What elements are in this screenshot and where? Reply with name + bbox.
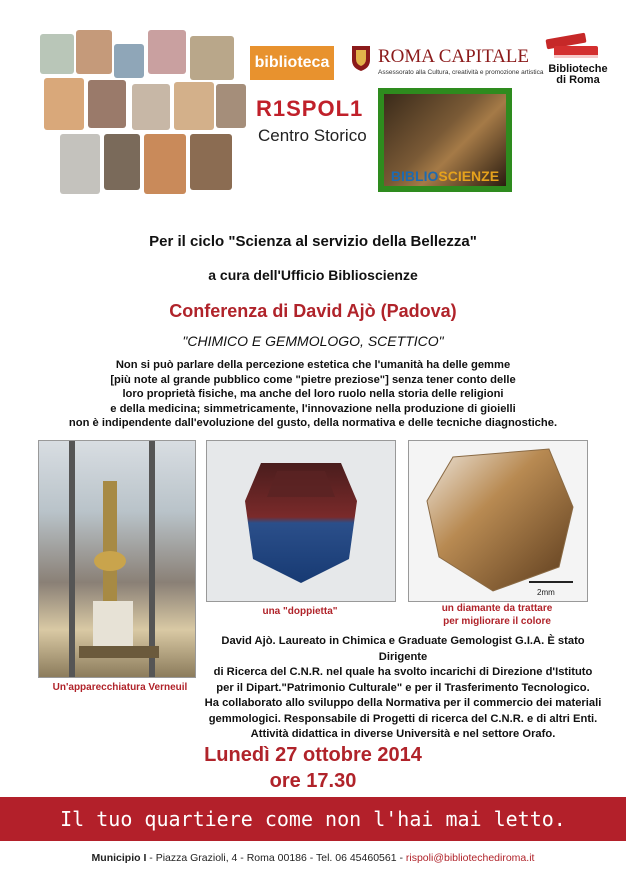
event-date: Lunedì 27 ottobre 2014 (204, 744, 422, 766)
organizer-line: a cura dell'Ufficio Biblioscienze (208, 267, 418, 283)
conference-subtitle: "CHIMICO E GEMMOLOGO, SCETTICO" (182, 333, 444, 349)
description-line: loro proprietà fisiche, ma anche del loro ruolo nella storia delle religioni (122, 388, 504, 400)
biblioteche-di-roma-label (548, 64, 608, 86)
footer-contact (0, 852, 626, 864)
bio-line: David Ajò. Laureato in Chimica e Graduate Gemologist G.I.A. È stato Dirigente (221, 635, 585, 663)
biblioscienze-logo (378, 88, 512, 192)
description (40, 358, 586, 431)
roma-capitale-subtitle: Assessorato alla Cultura, creatività e promozione artistica (378, 69, 544, 76)
description-line: [più note al grande pubblico come "pietre preziose"] senza tener conto delle (110, 373, 516, 386)
biblioscienze-label: BIBLIOSCIENZE (390, 168, 500, 184)
footer-address: - Piazza Grazioli, 4 - Roma 00186 - Tel. 06 45460561 - (146, 852, 406, 864)
bio-line: per il Dipart."Patrimonio Culturale" e per il Trasferimento Tecnologico. (216, 681, 590, 694)
doublet-gem-photo (206, 440, 396, 602)
caption-diamond-line: un diamante da trattare (441, 603, 553, 614)
books-logo-icon (544, 28, 606, 62)
description-line: e della medicina; simmetricamente, l'innovazione nella produzione di gioielli (110, 402, 516, 415)
verneuil-apparatus-photo (38, 440, 196, 678)
rough-diamond-photo (408, 440, 588, 602)
description-line: Non si può parlare della percezione estetica che l'umanità ha delle gemme (115, 359, 511, 371)
conference-title: Conferenza di David Ajò (Padova) (169, 301, 457, 321)
bdr-line-1: Biblioteche (548, 63, 608, 75)
footer-municipio: Municipio I (91, 852, 147, 864)
description-line: non è indipendente dall'evoluzione del gusto, della normativa e delle tecniche diagnostiche. (68, 417, 558, 429)
caption-diamond (408, 602, 586, 628)
event-time: ore 17.30 (269, 770, 357, 792)
slogan-banner: Il tuo quartiere come non l'hai mai letto. (0, 797, 626, 841)
branch-subtitle: Centro Storico (258, 126, 367, 145)
bio-line: Attività didattica in diverse Università e nel settore Orafo. (250, 728, 556, 740)
caption-apparatus: Un'apparecchiatura Verneuil (52, 682, 188, 693)
roma-capitale-title: ROMA CAPITALE (378, 46, 530, 67)
bio-line: di Ricerca del C.N.R. nel quale ha svolto incarichi di Direzione d'Istituto (213, 666, 593, 678)
series-title: Per il ciclo "Scienza al servizio della Bellezza" (149, 233, 477, 250)
caption-doublet: una "doppietta" (262, 606, 338, 617)
speaker-bio (200, 634, 606, 743)
biblioteca-badge: biblioteca (250, 46, 334, 80)
bio-line: Ha collaborato allo sviluppo della Normativa per il commercio dei materiali (204, 697, 602, 709)
roma-capitale-crest-icon (350, 44, 372, 72)
bio-line: gemmologici. Responsabile di Progetti di ricerca del C.N.R. e di altri Enti. (208, 712, 598, 725)
scale-label: 2mm (537, 588, 555, 597)
footer-email-link[interactable]: rispoli@bibliotechediroma.it (405, 852, 535, 864)
bdr-line-2: di Roma (556, 74, 600, 86)
branch-name: R1SPOL1 (256, 96, 364, 121)
caption-diamond-line: per migliorare il colore (443, 616, 551, 627)
header-photo-collage (40, 30, 250, 210)
